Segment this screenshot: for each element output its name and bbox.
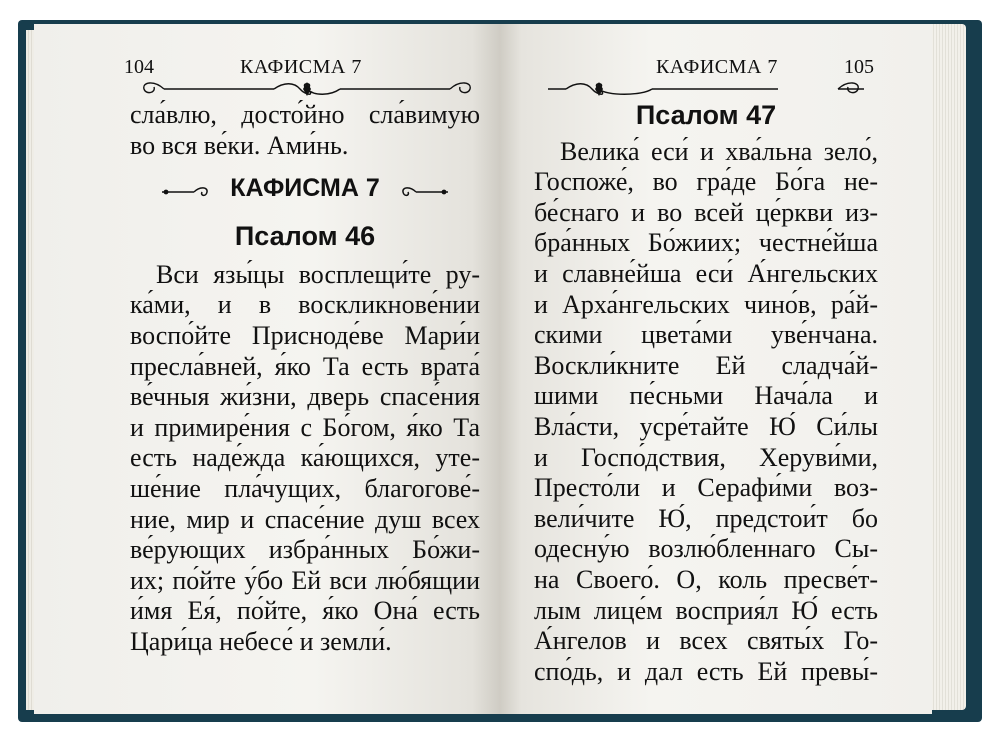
text-line: и славне́йша еси́ А́нгельских <box>534 258 878 288</box>
text-line: ние, мир и спасе́ние душ всех <box>130 504 480 534</box>
text-line: Престо́ли и Серафи́ми воз- <box>534 473 878 503</box>
text-line: и́мя Ея́, по́йте, я́ко Она́ есть <box>130 596 480 626</box>
text-line: на Своего́. О, коль пресве́т- <box>534 564 878 594</box>
text-line: их; по́йте у́бо Ей вси лю́бящии <box>130 565 480 595</box>
text-line: Вси язы́цы восплещи́те ру- <box>156 259 480 289</box>
text-line: ше́ние пла́чущих, благогове́- <box>130 473 480 503</box>
ornamental-rule-icon <box>538 78 874 100</box>
text-line: во вся ве́ки. Ами́нь. <box>130 130 349 160</box>
text-line: лым лице́м восприя́л Ю́ есть <box>534 595 878 625</box>
text-line: бе́снаго и во всей це́ркви из- <box>534 197 878 227</box>
text-line: ве́рующих избра́нных Бо́жи- <box>130 535 480 565</box>
text-line: и Госпо́дствия, Херуви́ми, <box>534 442 878 472</box>
text-line: ве́чныя жи́зни, дверь спасе́ния <box>130 382 480 412</box>
section-heading-row <box>130 173 480 207</box>
left-text-block <box>130 100 480 658</box>
text-line: Велика́ еси́ и хва́льна зело́, <box>560 136 878 166</box>
left-flourish-icon <box>160 185 212 199</box>
running-title: КАФИСМА 7 <box>240 56 362 78</box>
text-line: А́нгелов и всех святы́х Го- <box>534 626 878 656</box>
right-page-edges <box>928 24 966 710</box>
text-line: есть наде́жда ка́ющихся, уте- <box>130 443 480 473</box>
text-line: спо́дь, и дал есть Ей превы́- <box>534 656 878 686</box>
text-line: Воскли́кните Ей сладча́й- <box>534 350 878 380</box>
text-line: и примире́ния с Бо́гом, я́ко Та <box>130 412 480 442</box>
psalm-heading: Псалом 46 <box>234 221 376 252</box>
right-text-block <box>534 100 878 687</box>
right-page <box>500 24 932 714</box>
page-number: 104 <box>124 56 154 78</box>
text-line: скими цвета́ми уве́нчана. <box>534 320 878 350</box>
page-number: 105 <box>844 56 874 78</box>
text-line: вели́чите Ю́, предстои́т бо <box>534 503 878 533</box>
section-heading: КАФИСМА 7 <box>230 174 380 203</box>
text-line: преcла́вней, я́ко Та есть врата́ <box>130 351 480 381</box>
running-head <box>538 54 874 84</box>
left-page <box>34 24 500 714</box>
text-line: сла́влю, досто́йно сла́вимую <box>130 100 480 129</box>
right-flourish-icon <box>398 185 450 199</box>
running-title: КАФИСМА 7 <box>656 56 778 78</box>
text-line: шими пе́сньми Нача́ла и <box>534 381 878 411</box>
text-line: ка́ми, и в воскликнове́нии <box>130 290 480 320</box>
text-line: воспо́йте Присноде́ве Мари́и <box>130 320 480 350</box>
psalm-heading: Псалом 47 <box>635 100 777 130</box>
ornamental-rule-icon <box>124 78 490 100</box>
text-line: Вла́сти, усре́тайте Ю́ Си́лы <box>534 411 878 441</box>
text-line: бра́нных Бо́жиих; честне́йша <box>534 228 878 258</box>
text-line: одесну́ю возлю́бленнаго Сы- <box>534 534 878 564</box>
text-line: и Арха́нгельских чино́в, ра́й- <box>534 289 878 319</box>
running-head <box>124 54 490 84</box>
text-line: Цари́ца небесе́ и земли́. <box>130 626 392 656</box>
text-line: Госпоже́, во гра́де Бо́га не- <box>534 167 878 197</box>
